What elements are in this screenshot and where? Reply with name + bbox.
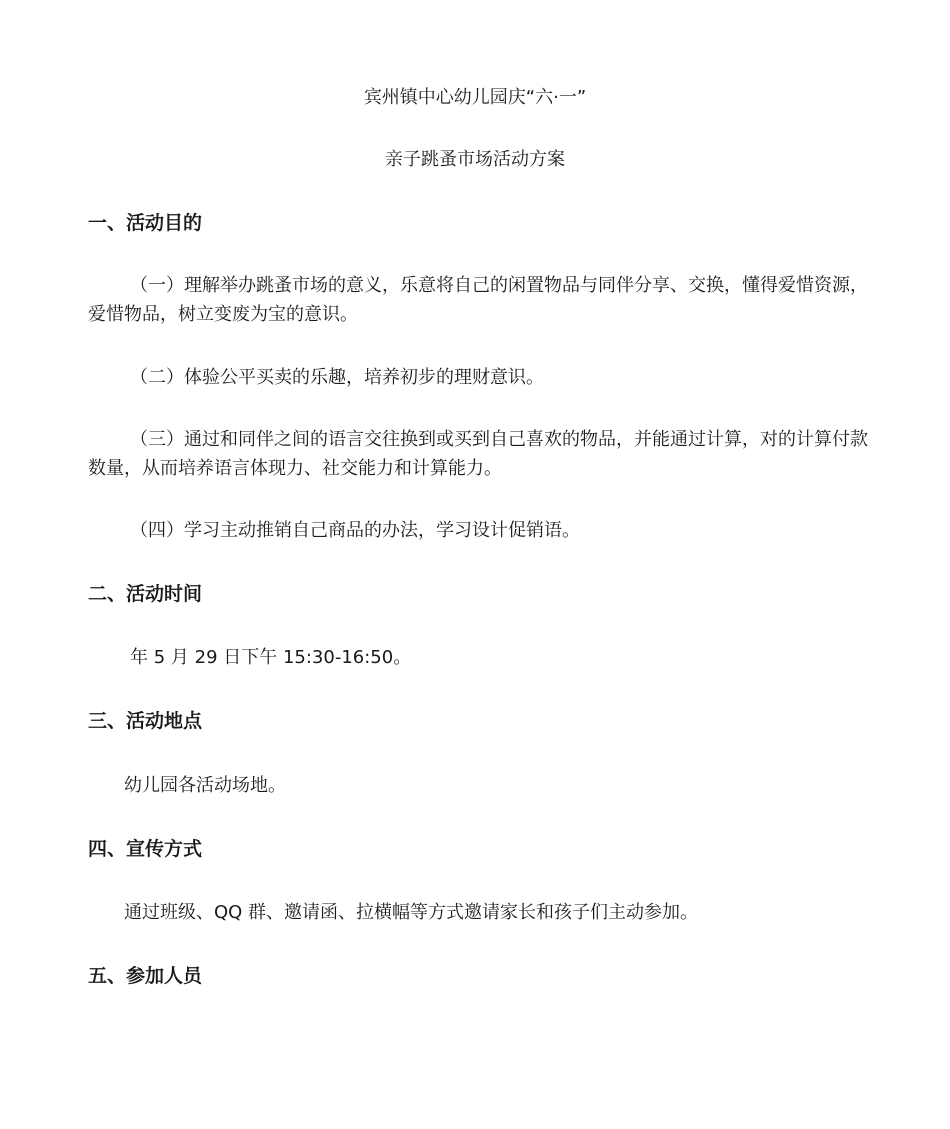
- purpose-paragraph-3: （三）通过和同伴之间的语言交往换到或买到自己喜欢的物品，并能通过计算，对的计算付款数量，从而培养语言体现力、社交能力和计算能力。: [88, 429, 868, 479]
- section-heading-time: 二、活动时间: [88, 583, 203, 605]
- location-paragraph: 幼儿园各活动场地。: [124, 775, 286, 796]
- time-paragraph: 年 5 月 29 日下午 15:30-16:50。: [130, 647, 412, 668]
- publicity-paragraph: 通过班级、QQ 群、邀请函、拉横幅等方式邀请家长和孩子们主动参加。: [124, 902, 699, 923]
- section-heading-purpose: 一、活动目的: [88, 212, 203, 234]
- document-title-line-1: 宾州镇中心幼儿园庆“六·一”: [363, 87, 587, 108]
- section-heading-participants: 五、参加人员: [88, 965, 203, 987]
- section-heading-publicity: 四、宣传方式: [88, 838, 203, 860]
- purpose-paragraph-1: （一）理解举办跳蚤市场的意义，乐意将自己的闲置物品与同伴分享、交换，懂得爱惜资源，爱惜物品，树立变废为宝的意识。: [88, 275, 868, 325]
- purpose-paragraph-4: （四）学习主动推销自己商品的办法，学习设计促销语。: [130, 520, 580, 541]
- document-title-line-2: 亲子跳蚤市场活动方案: [385, 149, 565, 170]
- purpose-paragraph-2: （二）体验公平买卖的乐趣，培养初步的理财意识。: [130, 367, 544, 388]
- section-heading-location: 三、活动地点: [88, 710, 203, 732]
